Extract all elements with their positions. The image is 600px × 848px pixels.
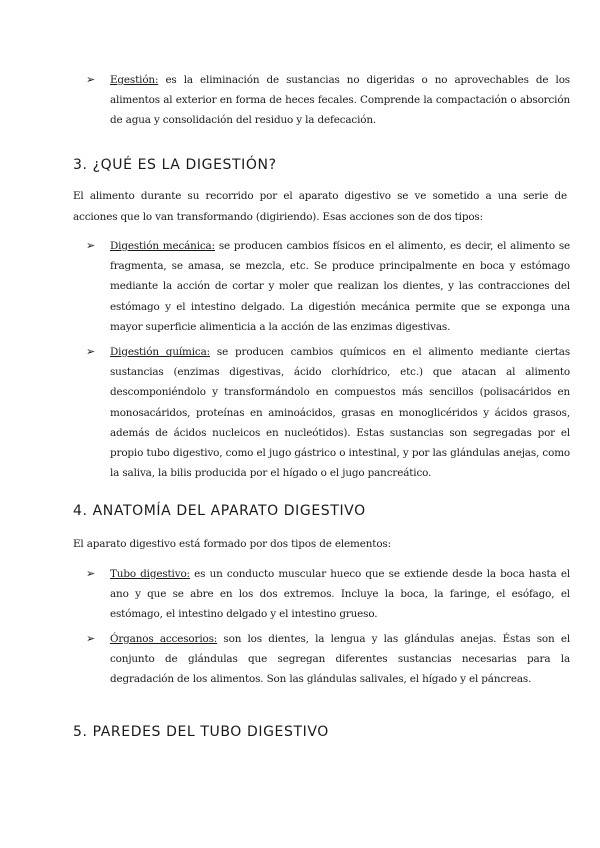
section-3-intro: El alimento durante su recorrido por el aparato digestivo se ve sometido a una serie de acciones que lo van transformando (digiriendo). Esas acciones son de dos tipos: [73,190,567,223]
section-4-heading: 4. ANATOMÍA DEL APARATO DIGESTIVO [73,503,366,519]
item-text: se producen cambios químicos en el alimento mediante ciertas sustancias (enzimas digestivas, ácido clorhídrico, etc.) que atacan al alimento descomponiéndolo y transformándolo en compuestos más sencillos (polisacáridos en monosacáridos, proteínas en aminoácidos, grasas en monoglicéridos y ácidos grasos, además de ácidos nucleicos en nucleótidos). Estas sustancias son segregadas por el propio tubo digestivo, como el jugo gástrico o intestinal, y por las glándulas anejas, como la saliva, la bilis producida por el hígado o el jugo pancreático. [110,346,571,480]
term-egestion: Egestión: [110,74,159,86]
bullet-arrow-icon: ➢ [86,632,96,645]
term-organos-accesorios: Órganos accesorios: [110,633,218,645]
list-item-digestion-mecanica [86,236,570,337]
term-digestion-mecanica: Digestión mecánica: [110,240,215,252]
list-item-digestion-quimica [86,342,570,483]
item-text: son los dientes, la lengua y las glándulas anejas. Éstas son el conjunto de glándulas que segregan diferentes sustancias necesarias para la degradación de los alimentos. Son las glándulas salivales, el hígado y el páncreas. [110,633,570,686]
item-text: se producen cambios físicos en el alimento, es decir, el alimento se fragmenta, se amasa, se mezcla, etc. Se produce principalmente en boca y estómago mediante la acción de cortar y moler que realizan los dientes, y las contracciones del estómago y el intestino delgado. La digestión mecánica permite que se exponga una mayor superficie alimenticia a la acción de las enzimas digestivas. [110,240,570,333]
term-digestion-quimica: Digestión química: [110,346,210,358]
bullet-arrow-icon: ➢ [86,567,96,580]
list-item-organos-accesorios [86,629,570,690]
bullet-arrow-icon: ➢ [86,345,96,358]
item-text: es la eliminación de sustancias no digeridas o no aprovechables de los alimentos al exterior en forma de heces fecales. Comprende la compactación o absorción de agua y consolidación del residuo y la defecación. [110,74,570,127]
section-4-intro: El aparato digestivo está formado por dos tipos de elementos: [73,538,391,550]
bullet-arrow-icon: ➢ [86,73,96,86]
list-item-egestion [86,70,570,131]
item-text: es un conducto muscular hueco que se extiende desde la boca hasta el ano y que se abre en los dos extremos. Incluye la boca, la faringe, el esófago, el estómago, el intestino delgado y el intestino grueso. [110,568,570,621]
term-tubo-digestivo: Tubo digestivo: [110,568,190,580]
section-5-heading: 5. PAREDES DEL TUBO DIGESTIVO [73,724,329,740]
bullet-arrow-icon: ➢ [86,239,96,252]
list-item-tubo-digestivo [86,564,570,625]
section-3-heading: 3. ¿QUÉ ES LA DIGESTIÓN? [73,157,277,173]
